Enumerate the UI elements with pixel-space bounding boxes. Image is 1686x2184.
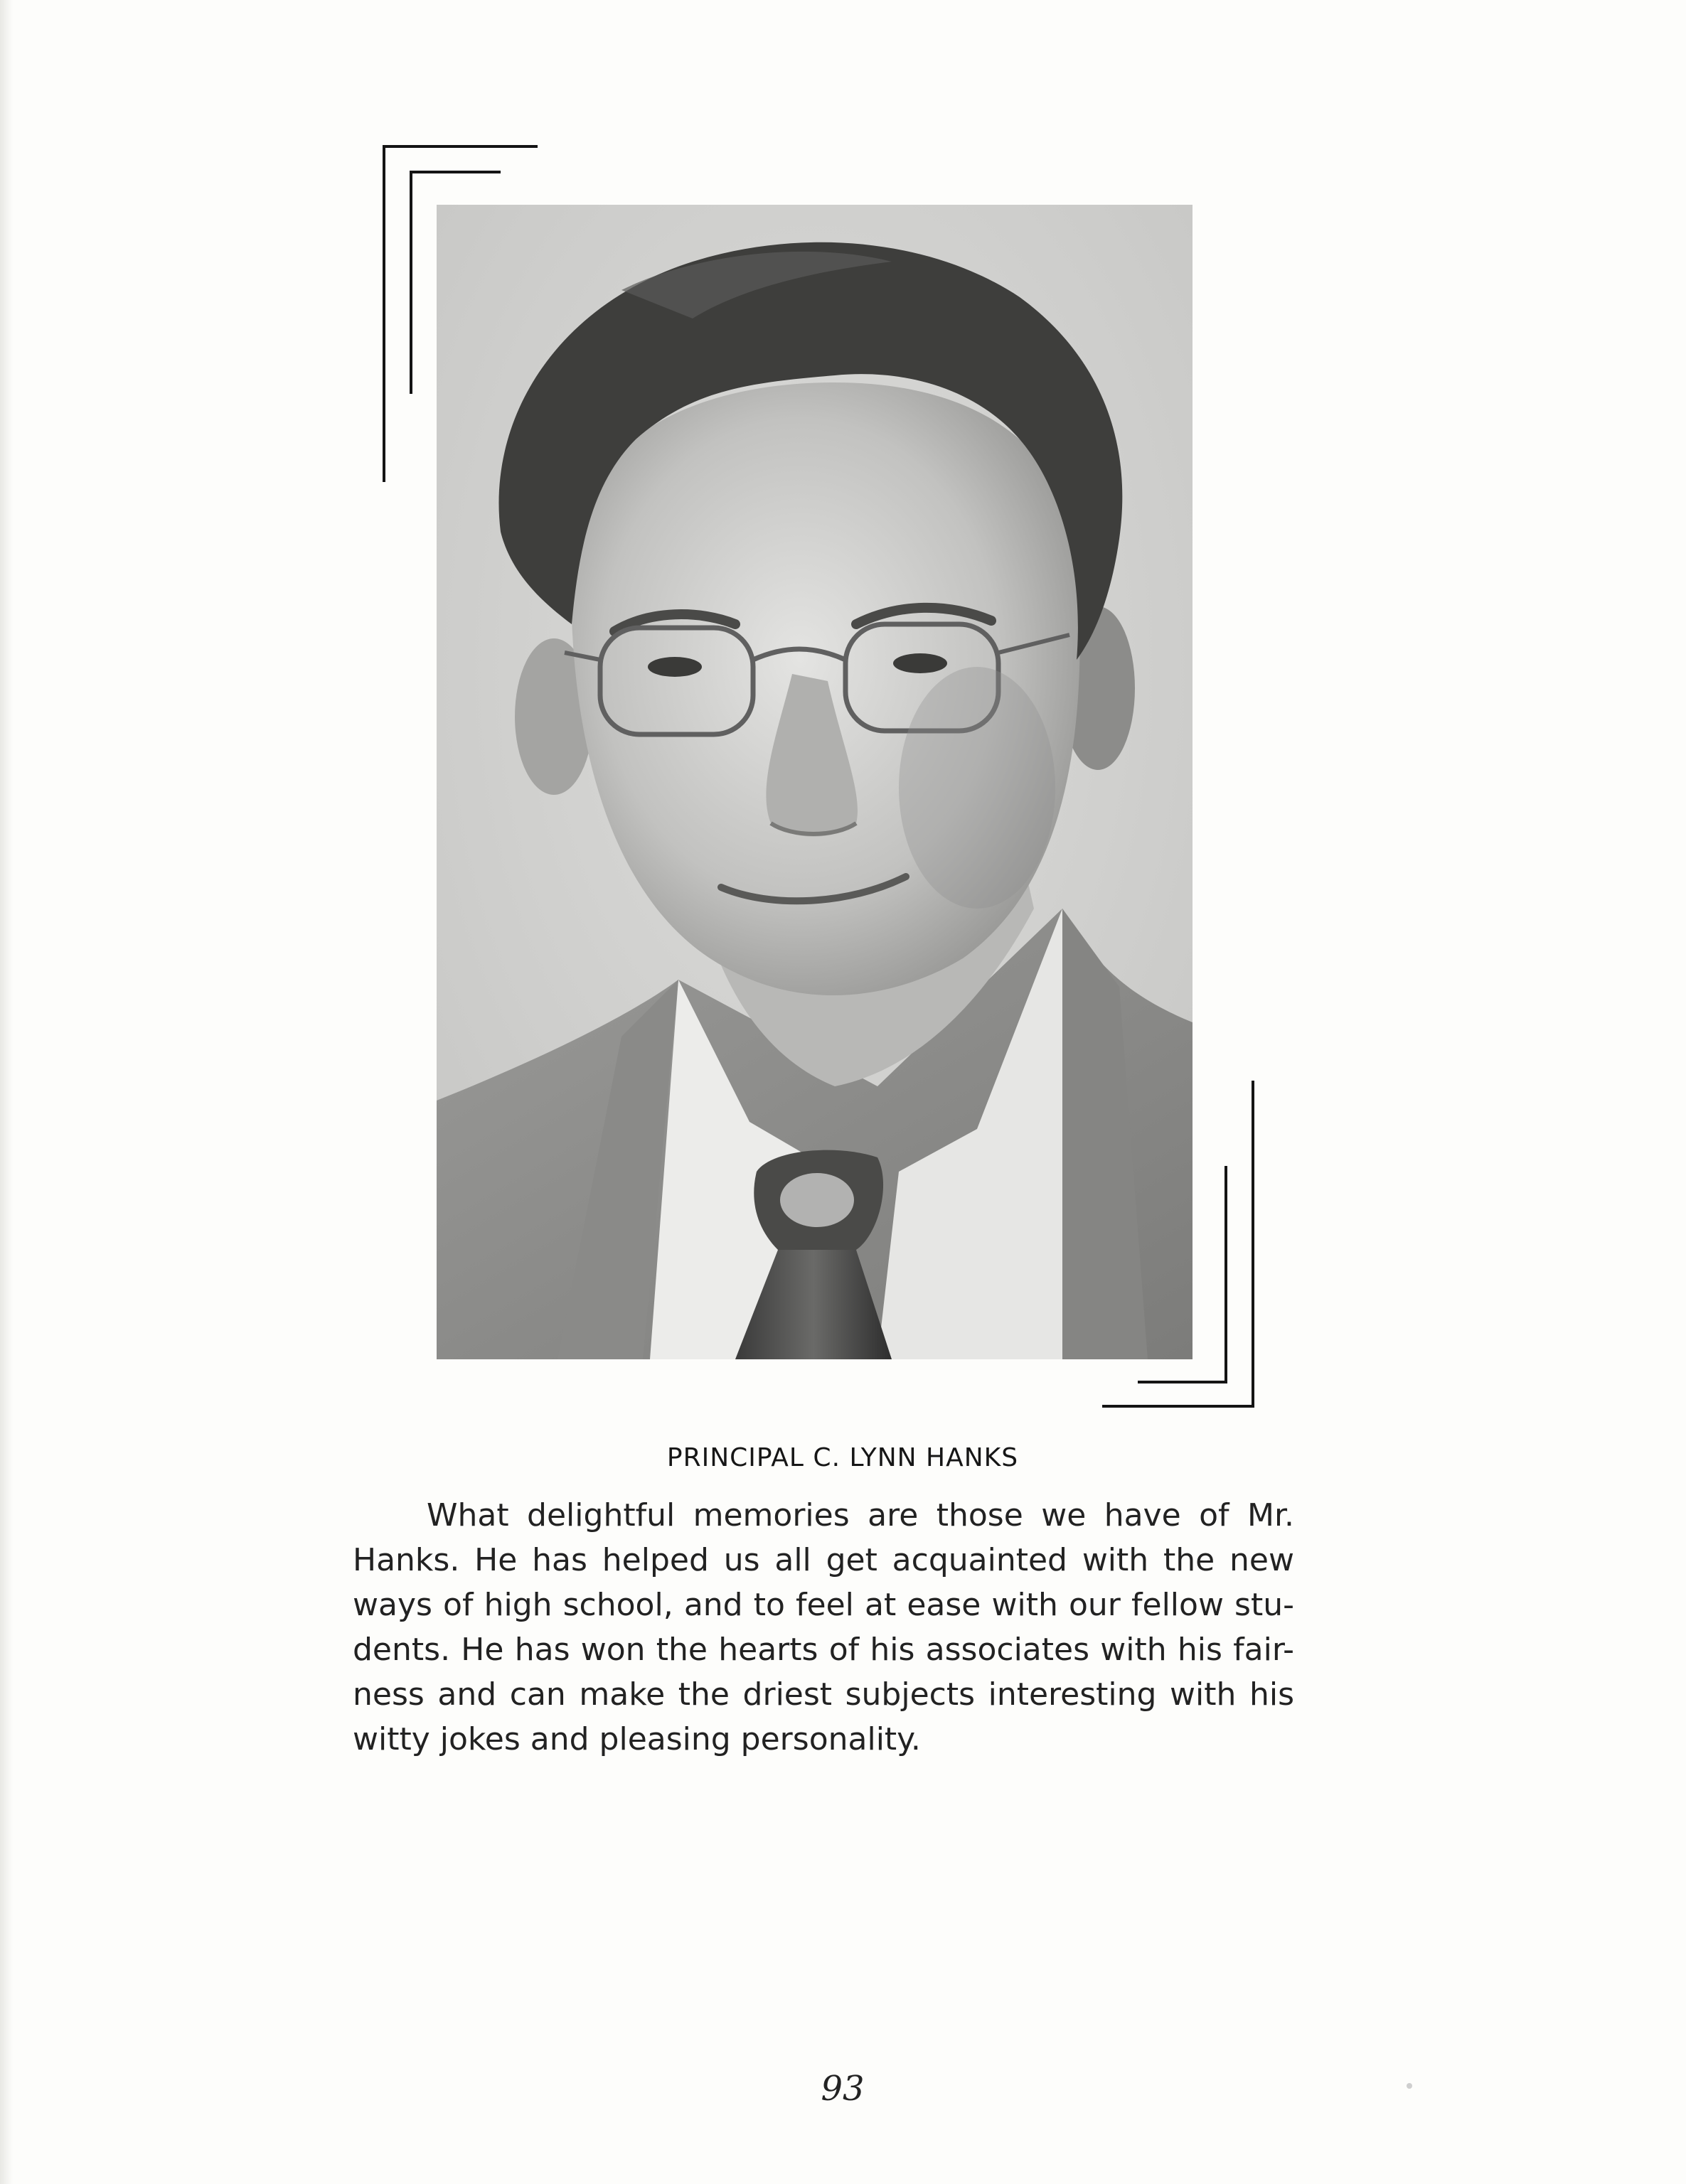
page-edge-shadow	[0, 0, 13, 2184]
paragraph-line: ness and can make the driest subjects interesting with his	[353, 1676, 1294, 1713]
portrait-illustration	[437, 205, 1193, 1359]
paragraph-line: dents. He has won the hearts of his associates with his fair-	[353, 1632, 1294, 1668]
portrait-photo	[437, 205, 1193, 1359]
paragraph-line: ways of high school, and to feel at ease with our fellow stu-	[353, 1587, 1294, 1623]
photo-caption: PRINCIPAL C. LYNN HANKS	[666, 1443, 1019, 1472]
paragraph-line: Hanks. He has helped us all get acquainted with the new	[353, 1542, 1294, 1578]
paragraph-line: witty jokes and pleasing personality.	[353, 1721, 921, 1757]
tribute-paragraph	[353, 1493, 1294, 1762]
paragraph-line: What delightful memories are those we have of Mr.	[427, 1497, 1294, 1533]
paper-speck	[1407, 2083, 1412, 2089]
page-number: 93	[821, 2069, 865, 2109]
